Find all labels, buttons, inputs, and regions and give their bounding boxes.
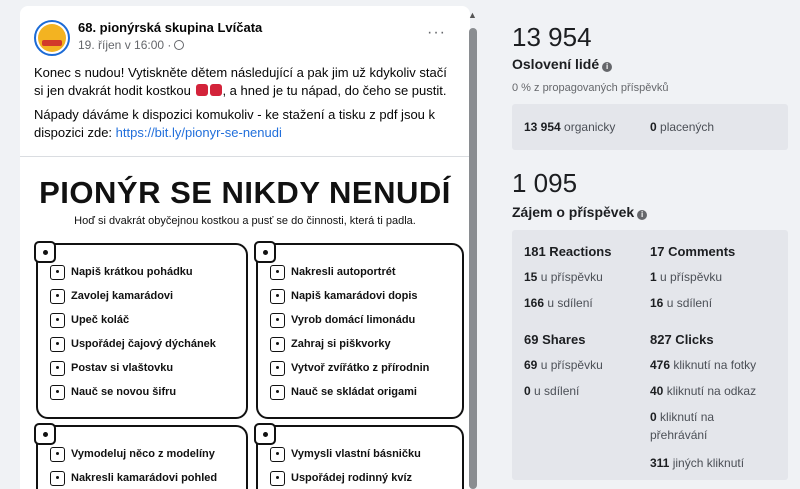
lbl: u příspěvku — [540, 358, 603, 372]
lbl: u sdílení — [666, 296, 713, 310]
lbl: u příspěvku — [660, 270, 723, 284]
post-card — [20, 6, 470, 489]
image-subtitle: Hoď si dvakrát obyčejnou kostkou a pusť se do činnosti, která ti padla. — [74, 215, 416, 227]
text-line: Nápady dáváme k dispozici komukoliv - ke stažení a tisku z pdf jsou k — [34, 107, 436, 122]
text-line: Konec s nudou! Vytiskněte dětem následující a pak jim už kdykoliv stačí — [34, 65, 447, 80]
engagement-breakdown — [512, 230, 788, 480]
reach-promo: 0 % z propagovaných příspěvků — [512, 82, 669, 94]
reach-value: 13 954 — [512, 22, 592, 52]
activity-item — [270, 357, 429, 379]
die-four-icon — [254, 423, 276, 445]
die-icon — [270, 337, 285, 352]
activity-item — [270, 381, 417, 403]
dice-emoji-icon — [196, 84, 208, 96]
reactions-post — [524, 270, 603, 284]
lbl: jiných kliknutí — [672, 456, 745, 470]
activity-item — [50, 309, 129, 331]
scrollbar[interactable] — [466, 6, 480, 489]
activity-item — [270, 309, 415, 331]
lbl: kliknutí na fotky — [673, 358, 757, 372]
die-icon — [50, 471, 65, 486]
activity-label: Zahraj si piškvorky — [291, 338, 391, 350]
activity-label: Napiš krátkou pohádku — [71, 266, 193, 278]
globe-icon — [174, 40, 184, 50]
num: 1 — [650, 270, 657, 284]
insights-panel — [512, 0, 792, 489]
reach-paid-num: 0 — [650, 120, 657, 134]
lbl: kliknutí na — [660, 410, 715, 424]
shares-head: 69 Shares — [524, 332, 586, 347]
activity-label: Vymysli vlastní básničku — [291, 448, 421, 460]
die-icon — [50, 447, 65, 462]
reach-organic-num: 13 954 — [524, 120, 561, 134]
num: 0 — [524, 384, 531, 398]
reach-label-text: Oslovení lidé — [512, 56, 600, 72]
die-icon — [270, 471, 285, 486]
activity-item — [270, 333, 391, 355]
clicks-link — [650, 384, 756, 398]
die-two-icon — [254, 241, 276, 263]
comments-head: 17 Comments — [650, 244, 736, 259]
die-icon — [270, 361, 285, 376]
die-icon — [50, 385, 65, 400]
activity-item — [50, 381, 176, 403]
activity-box-1 — [36, 243, 248, 419]
reach-paid-lbl: placených — [660, 120, 715, 134]
activity-box-2 — [256, 243, 464, 419]
lbl: kliknutí na odkaz — [666, 384, 757, 398]
clicks-head: 827 Clicks — [650, 332, 714, 347]
activity-label: Nauč se novou šifru — [71, 386, 177, 398]
reactions-share — [524, 296, 593, 310]
image-title: PIONÝR SE NIKDY NENUDÍ — [39, 175, 451, 210]
engagement-label — [512, 204, 647, 220]
dice-emoji-icon — [210, 84, 222, 96]
activity-label: Vyrob domácí limonádu — [291, 314, 416, 326]
activity-item — [50, 467, 217, 489]
die-icon — [50, 361, 65, 376]
num: 16 — [650, 296, 664, 310]
num: 15 — [524, 270, 538, 284]
activity-box-3 — [36, 425, 248, 489]
activity-label: Vymodeluj něco z modelíny — [71, 448, 215, 460]
post-date[interactable] — [78, 38, 184, 52]
die-icon — [50, 337, 65, 352]
die-icon — [270, 385, 285, 400]
clicks-photo — [650, 358, 756, 372]
activity-label: Uspořádej čajový dýchánek — [71, 338, 216, 350]
page-name[interactable]: 68. pionýrská skupina Lvíčata — [78, 20, 263, 35]
activity-item — [270, 285, 418, 307]
die-icon — [50, 289, 65, 304]
lbl: u sdílení — [534, 384, 580, 398]
activity-label: Vytvoř zvířátko z přírodnin — [291, 362, 430, 374]
comments-share — [650, 296, 712, 310]
die-icon — [270, 265, 285, 280]
activity-item — [270, 261, 396, 283]
activity-item — [50, 285, 173, 307]
scrollbar-thumb[interactable] — [469, 28, 477, 489]
scroll-up-icon[interactable]: ▲ — [468, 10, 477, 20]
activity-item — [270, 467, 412, 489]
post-paragraph-1 — [34, 64, 470, 100]
info-icon[interactable]: i — [637, 210, 647, 220]
clicks-play-cont: přehrávání — [650, 428, 708, 442]
text-line: si jen dvakrát hodit kostkou — [34, 83, 191, 98]
num: 40 — [650, 384, 664, 398]
post-text — [34, 64, 470, 148]
reach-label — [512, 56, 612, 72]
info-icon[interactable]: i — [602, 62, 612, 72]
num: 69 — [524, 358, 538, 372]
comments-post — [650, 270, 722, 284]
post-image[interactable] — [20, 156, 470, 489]
activity-item — [50, 443, 215, 465]
activity-item — [50, 261, 193, 283]
activity-label: Upeč koláč — [71, 314, 130, 326]
activity-label: Nauč se skládat origami — [291, 386, 417, 398]
num: 311 — [650, 456, 670, 470]
activity-label: Postav si vlaštovku — [71, 362, 174, 374]
avatar[interactable] — [34, 20, 70, 56]
activity-label: Uspořádej rodinný kvíz — [291, 472, 413, 484]
logo-icon — [38, 24, 66, 52]
die-three-icon — [34, 423, 56, 445]
more-options-button[interactable]: ··· — [427, 24, 446, 41]
die-icon — [270, 289, 285, 304]
lbl: u příspěvku — [540, 270, 603, 284]
shares-post — [524, 358, 603, 372]
text-line: dispozici zde: — [34, 125, 116, 140]
activity-box-4 — [256, 425, 464, 489]
shares-share — [524, 384, 579, 398]
clicks-other — [650, 456, 744, 470]
activity-label: Nakresli kamarádovi pohled — [71, 472, 218, 484]
die-icon — [270, 447, 285, 462]
clicks-play — [650, 410, 714, 424]
reach-paid — [650, 120, 714, 134]
text-line: , a hned je tu nápad, do čeho se pustit. — [222, 83, 447, 98]
reactions-head: 181 Reactions — [524, 244, 612, 259]
reach-breakdown — [512, 104, 788, 150]
activity-label: Zavolej kamarádovi — [71, 290, 174, 302]
activity-item — [270, 443, 421, 465]
activity-label: Napiš kamarádovi dopis — [291, 290, 418, 302]
post-header — [34, 16, 460, 56]
post-date-text: 19. říjen v 16:00 · — [78, 38, 172, 52]
num: 0 — [650, 410, 657, 424]
num: 166 — [524, 296, 545, 310]
post-paragraph-2 — [34, 106, 470, 142]
engagement-label-text: Zájem o příspěvek — [512, 204, 635, 220]
num: 476 — [650, 358, 671, 372]
lbl: u sdílení — [547, 296, 593, 310]
activity-item — [50, 333, 216, 355]
reach-organic — [524, 120, 615, 134]
die-icon — [270, 313, 285, 328]
engagement-value: 1 095 — [512, 168, 578, 198]
post-link[interactable]: https://bit.ly/pionyr-se-nenudi — [115, 125, 282, 140]
die-icon — [50, 313, 65, 328]
activity-item — [50, 357, 173, 379]
reach-organic-lbl: organicky — [564, 120, 616, 134]
die-one-icon — [34, 241, 56, 263]
activity-label: Nakresli autoportrét — [291, 266, 396, 278]
die-icon — [50, 265, 65, 280]
